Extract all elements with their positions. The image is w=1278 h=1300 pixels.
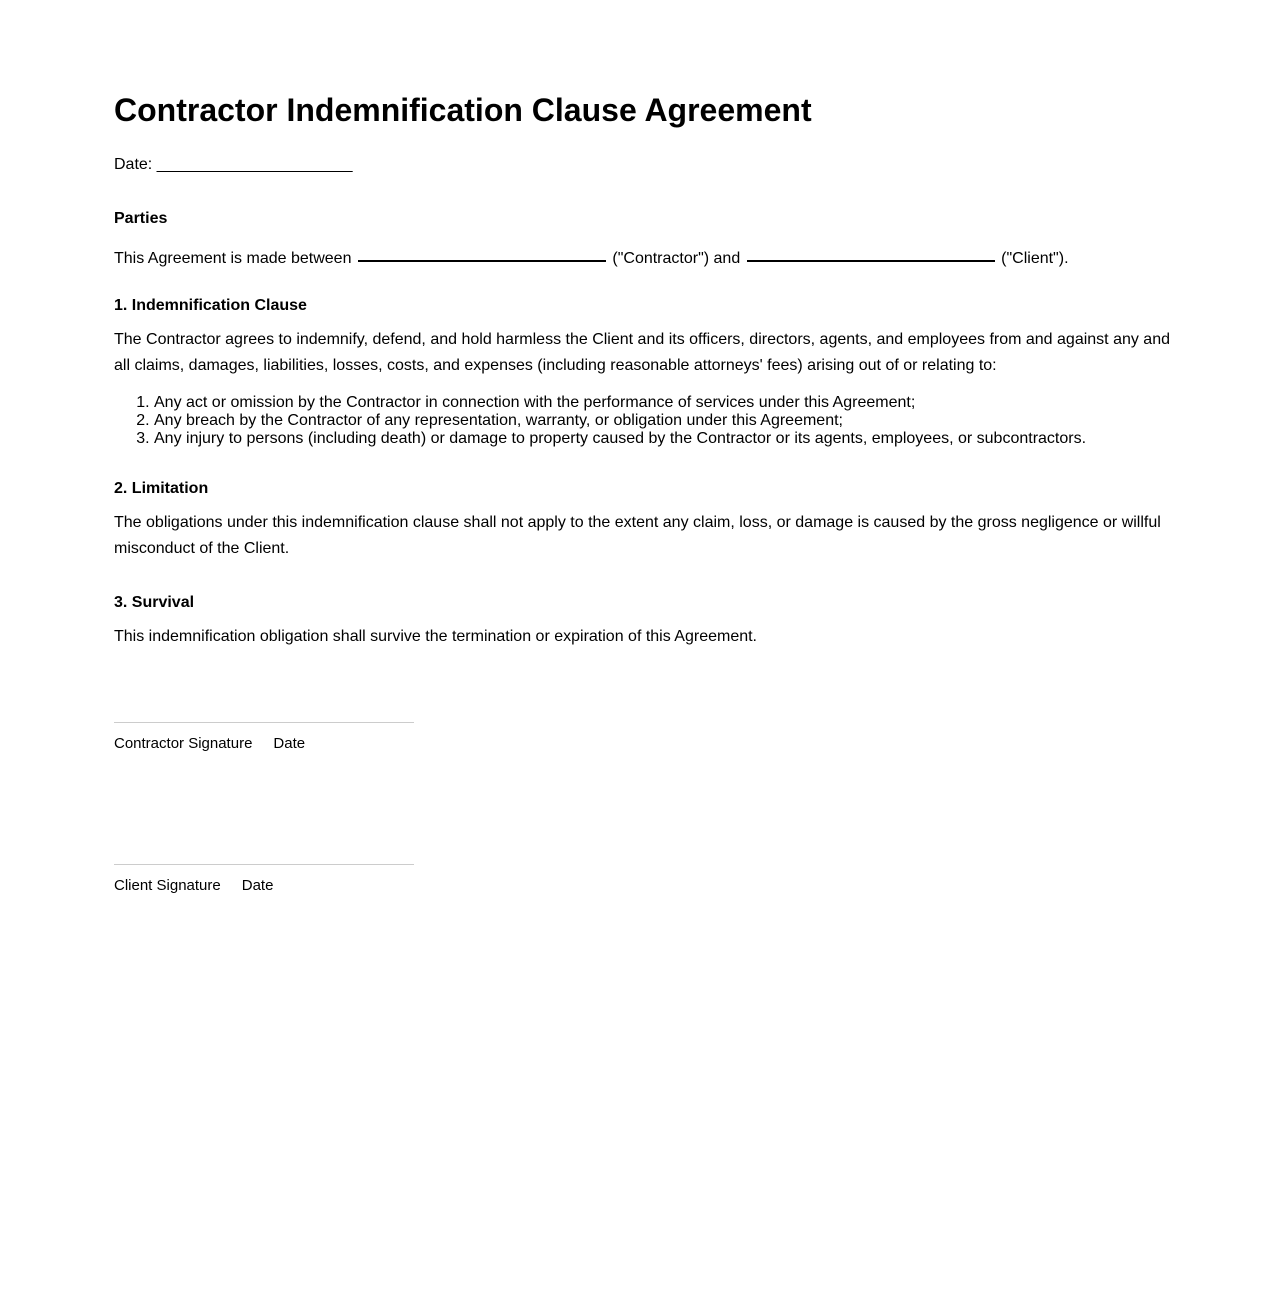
list-item: 2. Any breach by the Contractor of any representation, warranty, or obligation under this Agreement; xyxy=(154,412,1214,430)
list-item: 3. Any injury to persons (including death) or damage to property caused by the Contractor or its agents, employees, or subcontractors. xyxy=(154,430,1214,448)
date-field xyxy=(114,155,352,175)
list-item: 1. Any act or omission by the Contractor in connection with the performance of services under this Agreement; xyxy=(154,394,1214,412)
contractor-label: ("Contractor") and xyxy=(612,250,741,267)
indemnification-list xyxy=(114,394,1214,448)
limitation-heading: 2. Limitation xyxy=(114,480,209,497)
client-name-blank[interactable] xyxy=(747,242,995,262)
contractor-signature-label: Contractor Signature xyxy=(114,735,253,752)
date-label: Date: xyxy=(114,156,153,173)
client-signature-label: Client Signature xyxy=(114,877,221,894)
document-title: Contractor Indemnification Clause Agreement xyxy=(114,92,812,128)
limitation-body: The obligations under this indemnification clause shall not apply to the extent any claim, loss, or damage is caused by the gross negligence or willful misconduct of the Client. xyxy=(114,514,1161,557)
survival-body: This indemnification obligation shall survive the termination or expiration of this Agreement. xyxy=(114,628,757,645)
contractor-signature-block xyxy=(114,722,414,754)
indemnification-body: The Contractor agrees to indemnify, defend, and hold harmless the Client and its officers, directors, agents, and employees from and against any and all claims, damages, liabilities, losses, costs, and expenses (including reasonable attorneys' fees) arising out of or relating to: xyxy=(114,331,1170,374)
parties-heading: Parties xyxy=(114,210,168,227)
client-date-label: Date xyxy=(241,877,274,894)
date-blank: ______________________ xyxy=(156,156,353,173)
client-signature-line[interactable] xyxy=(114,864,414,865)
contractor-signature-line[interactable] xyxy=(114,722,414,723)
survival-heading: 3. Survival xyxy=(114,594,195,611)
parties-text: This Agreement is made between xyxy=(114,250,352,267)
parties-paragraph xyxy=(114,243,1069,269)
indemnification-heading: 1. Indemnification Clause xyxy=(114,297,307,314)
contractor-date-label: Date xyxy=(273,735,306,752)
client-label: ("Client"). xyxy=(1001,250,1069,267)
contractor-name-blank[interactable] xyxy=(358,242,606,262)
client-signature-block xyxy=(114,864,414,896)
